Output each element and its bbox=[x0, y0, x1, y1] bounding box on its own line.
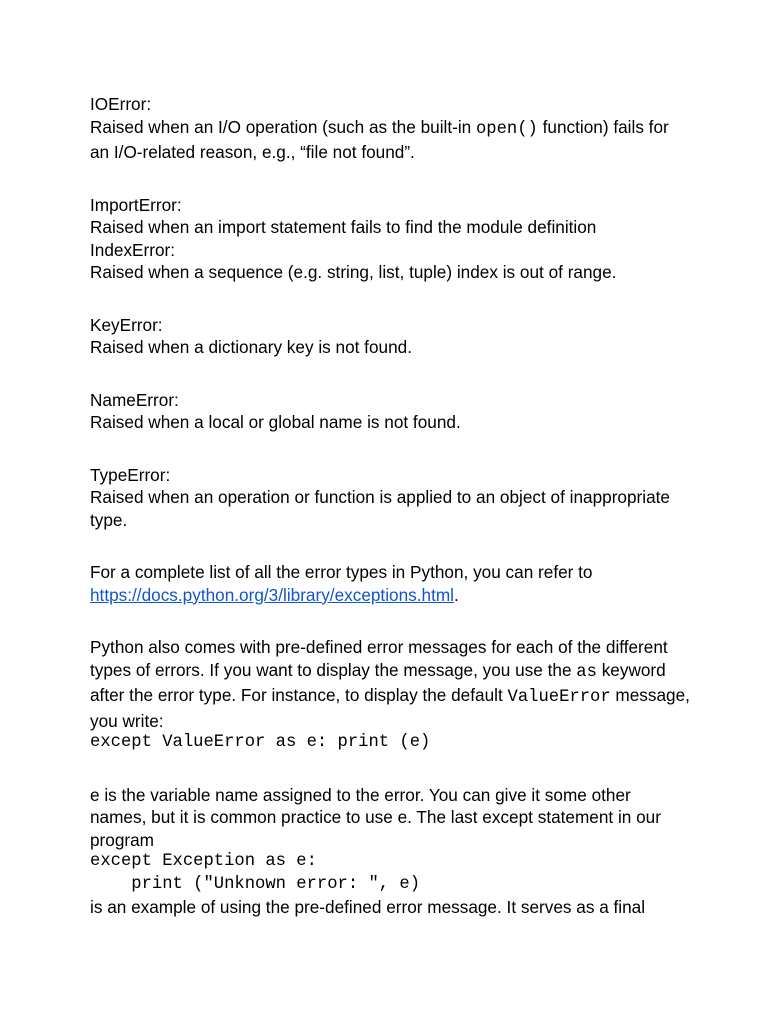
indexerror-section bbox=[90, 239, 690, 284]
importerror-section bbox=[90, 194, 690, 239]
importerror-title: ImportError: bbox=[90, 194, 182, 215]
nameerror-description: Raised when a local or global name is not found. bbox=[90, 412, 461, 432]
closing-paragraph: is an example of using the pre-defined error message. It serves as a final bbox=[90, 897, 646, 917]
nameerror-section bbox=[90, 389, 690, 434]
typeerror-description: Raised when an operation or function is applied to an object of inappropriate type. bbox=[90, 487, 670, 530]
variable-paragraph: e is the variable name assigned to the error. You can give it some other names, but it is common practice to use e. The last except statement in our program bbox=[90, 784, 661, 850]
code-except-valueerror: except ValueError as e: print (e) bbox=[90, 733, 431, 752]
importerror-description: Raised when an import statement fails to find the module definition bbox=[90, 217, 597, 237]
predefined-text-3: message, you write: bbox=[90, 685, 690, 731]
ioerror-section bbox=[90, 93, 690, 164]
reference-period: . bbox=[453, 584, 459, 605]
code-print-unknown-error: print ("Unknown error: ", e) bbox=[90, 874, 421, 894]
python-exceptions-docs-link[interactable]: https://docs.python.org/3/library/exceptions.html bbox=[90, 584, 454, 605]
document-page bbox=[90, 93, 690, 919]
ioerror-desc-text-2: function) fails for an I/O-related reason, e.g., “file not found”. bbox=[90, 116, 669, 162]
ioerror-title: IOError: bbox=[90, 94, 152, 114]
typeerror-title: TypeError: bbox=[90, 464, 171, 485]
keyerror-description: Raised when a dictionary key is not found. bbox=[90, 337, 412, 357]
reference-text: For a complete list of all the error types in Python, you can refer to bbox=[90, 562, 593, 582]
keyerror-title: KeyError: bbox=[90, 314, 163, 335]
as-keyword-code: as bbox=[576, 662, 597, 682]
typeerror-section bbox=[90, 464, 690, 532]
indexerror-title: IndexError: bbox=[90, 239, 176, 260]
keyerror-section bbox=[90, 314, 690, 359]
valueerror-code: ValueError bbox=[507, 688, 611, 707]
open-function-code: open() bbox=[475, 119, 538, 139]
nameerror-title: NameError: bbox=[90, 389, 179, 410]
predefined-text-2: keyword after the error type. For instance, to display the default bbox=[90, 659, 666, 705]
predefined-text-1: Python also comes with pre-defined error messages for each of the different types of errors. If you want to display the message, you use the bbox=[90, 637, 668, 680]
code-except-exception: except Exception as e: bbox=[90, 852, 317, 871]
ioerror-description bbox=[90, 116, 690, 164]
predefined-paragraph bbox=[90, 636, 690, 732]
reference-paragraph bbox=[90, 561, 690, 606]
indexerror-description: Raised when a sequence (e.g. string, list, tuple) index is out of range. bbox=[90, 262, 617, 282]
ioerror-desc-text: Raised when an I/O operation (such as the built-in bbox=[90, 116, 476, 137]
